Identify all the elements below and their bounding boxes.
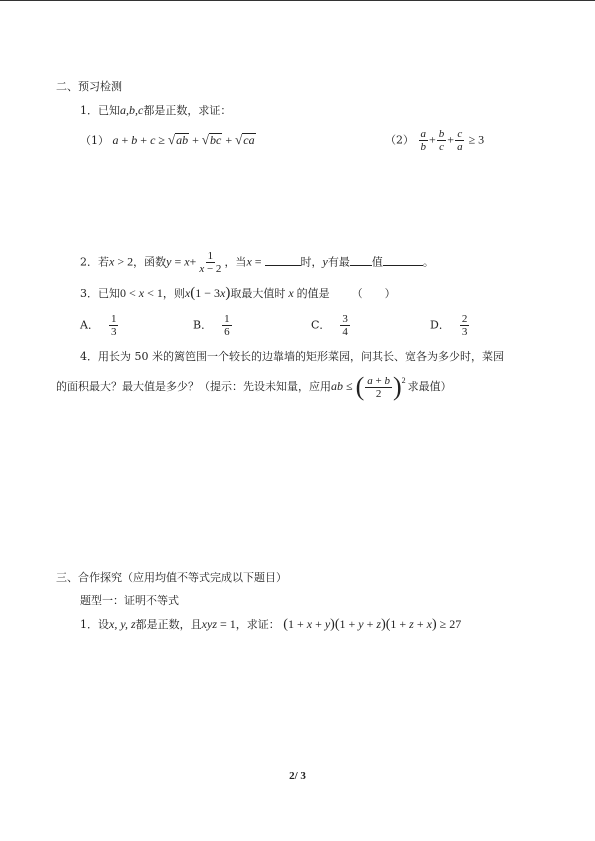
fraction-b-over-c: $\frac{b}{c}$ [438,128,445,153]
page-number: 2/ 3 [289,770,306,782]
question-3: 3．已知0 < x < 1，则x(1 − 3x)取最大值时 x 的值是 （ ） [80,285,396,301]
choice-d[interactable]: D． $\frac{2}{3}$ [430,313,468,338]
inequality-1: a [112,133,119,147]
sqrt-bc: √ bc [201,132,222,147]
section-3-question-1: 1．设x, y, z都是正数，且xyz = 1，求证： (1 + x + y)(1 + y + z)(1 + z + x) ≥ 27 [80,617,462,632]
choice-b[interactable]: B． $\frac{1}{6}$ [193,313,230,338]
choice-c[interactable]: C． $\frac{3}{4}$ [311,313,348,338]
fraction-a-plus-b-over-2: $\frac{a + b}{2}$ [367,374,390,400]
section-3-title: 三、合作探究（应用均值不等式完成以下题目） [56,571,287,584]
answer-blank-value[interactable] [383,254,423,266]
answer-blank-x[interactable] [265,254,301,266]
fraction-c-over-a: $\frac{c}{a}$ [457,128,463,153]
question-4-line-2: 的面积最大？最大值是多少？（提示：先设未知量，应用ab ≤ ( $\frac{a + b}{2}$ )$^2$ 求最值） [56,372,452,401]
sqrt-ca: √ ca [235,132,255,147]
question-4-line-1: 4．用长为 50 米的篱笆围一个较长的边靠墙的矩形菜园，问其长、宽各为多少时，菜园 [80,350,504,363]
question-1-part-2: （2） $\frac{a}{b}$ + $\frac{b}{c}$ + $\frac{c}{a}$ ≥ 3 [385,128,485,153]
answer-blank-extreme[interactable] [350,254,372,266]
fraction-a-over-b: $\frac{a}{b}$ [420,128,426,153]
fraction-1-over-x-minus-2: $\frac{1}{x - 2}$ [199,250,222,275]
top-border [0,0,595,1]
question-1-part-1: （1） a + b + c ≥ √ ab + √ bc + √ ca [80,132,255,147]
sqrt-ab: √ ab [167,132,189,147]
choice-a[interactable]: A． $\frac{1}{3}$ [80,313,117,338]
type-1-heading: 题型一：证明不等式 [80,594,179,607]
question-1-intro: 1．已知a,b,c都是正数，求证： [80,103,232,117]
question-2: 2．若x > 2，函数y = x+ $\frac{1}{x - 2}$ ，当x = 时，y有最 值 。 [80,250,434,275]
section-2-title: 二、预习检测 [56,80,122,93]
